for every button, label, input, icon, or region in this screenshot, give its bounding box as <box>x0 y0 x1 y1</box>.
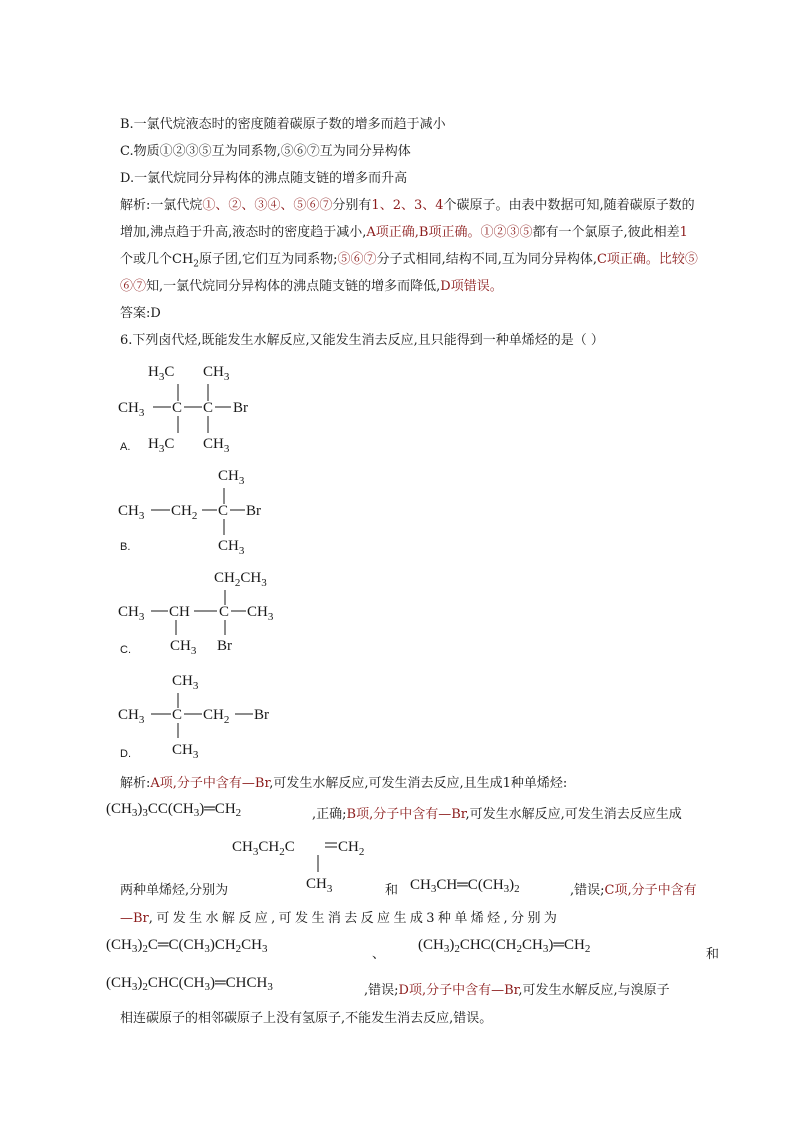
svg-text:Br: Br <box>233 400 248 416</box>
option-d-label: D. <box>120 748 131 760</box>
analysis2-line-3a: 两种单烯烃,分别为 <box>120 883 229 898</box>
svg-text:C: C <box>203 400 214 416</box>
analysis2-and-1: 和 <box>385 883 399 898</box>
svg-text:CH3: $CH_3$ <box>172 673 199 692</box>
analysis-line-1: 解析:一氯代烷①、②、③④、⑤⑥⑦分别有1、2、3、4个碳原子。由表中数据可知,随着碳原子数的 <box>120 198 695 213</box>
svg-text:H3C: $H_3C$ <box>148 436 175 453</box>
formula-c-alkene-2: $(CH_3)_2CHC(CH_2CH_3)═CH_2$ <box>418 937 591 955</box>
option-d-text: D.一氯代烷同分异构体的沸点随支链的增多而升高 <box>120 171 408 186</box>
question-6-text: 6.下列卤代烃,既能发生水解反应,又能发生消去反应,且只能得到一种单烯烃的是（ ） <box>120 333 604 348</box>
option-a-label: A. <box>120 441 131 453</box>
analysis2-sep: 、 <box>372 947 386 962</box>
svg-text:Br: Br <box>254 707 269 723</box>
svg-text:CH3: $CH_3$ <box>170 638 197 657</box>
svg-text:C: C <box>172 400 183 416</box>
option-c-text: C.物质①②③⑤互为同系物,⑤⑥⑦互为同分异构体 <box>120 144 411 159</box>
option-c-label: C. <box>120 644 131 656</box>
formula-b-alkene-1 <box>232 834 382 894</box>
formula-c-alkene-3: $(CH_3)_2CHC(CH_3)═CHCH_3$ <box>106 975 273 993</box>
structure-b <box>118 462 278 557</box>
svg-text:CH3: $CH_3$ <box>203 364 230 383</box>
svg-text:CH2CH3: $CH_2CH_3$ <box>214 570 267 589</box>
formula-c-alkene-1: $(CH_3)_2C═C(CH_3)CH_2CH_3$ <box>106 937 268 955</box>
svg-text:C: C <box>218 503 229 519</box>
formula-b-alkene-2: $CH_3CH═C(CH_3)_2$ <box>410 877 520 895</box>
structure-c <box>118 565 298 660</box>
svg-text:CH3: $CH_3$ <box>118 400 145 419</box>
svg-text:Br: Br <box>217 638 232 654</box>
analysis-line-3: 个或几个$CH_2$原子团,它们互为同系物;⑤⑥⑦分子式相同,结构不同,互为同分异构体,C项正确。比较⑤ <box>120 252 698 270</box>
formula-a-alkene: $(CH_3)_3CC(CH_3)═CH_2$ <box>106 801 242 819</box>
svg-text:CH3CH2C: $CH_3CH_2C$ <box>232 839 295 858</box>
analysis2-line-3b: ,错误;C项,分子中含有 <box>570 883 697 898</box>
svg-text:CH2: $CH_2$ <box>203 707 230 726</box>
svg-text:CH3: $CH_3$ <box>247 604 274 623</box>
svg-text:Br: Br <box>246 503 261 519</box>
svg-text:CH2: $CH_2$ <box>171 503 198 522</box>
svg-text:C: C <box>172 707 183 723</box>
structure-a <box>118 358 278 453</box>
option-b-text: B.一氯代烷液态时的密度随着碳原子数的增多而趋于减小 <box>120 117 446 132</box>
svg-text:C: C <box>219 604 230 620</box>
analysis2-line-6: ,错误;D项,分子中含有—Br,可发生水解反应,与溴原子 <box>364 983 670 998</box>
answer-text: 答案:D <box>120 306 161 321</box>
svg-text:H3C: $H_3C$ <box>148 364 175 383</box>
svg-text:CH3: $CH_3$ <box>118 503 145 522</box>
svg-text:CH3: $CH_3$ <box>218 468 245 487</box>
svg-text:CH3: $CH_3$ <box>203 436 230 453</box>
svg-text:CH3: $CH_3$ <box>118 604 145 623</box>
svg-text:CH3: $CH_3$ <box>118 707 145 726</box>
analysis-line-2: 增加,沸点趋于升高,液态时的密度趋于减小,A项正确,B项正确。①②③⑤都有一个氯原子,彼此相差1 <box>120 225 688 240</box>
svg-text:CH3: $CH_3$ <box>172 742 199 761</box>
analysis2-line-4: —Br,可发生水解反应,可发生消去反应生成3种单烯烃,分别为 <box>120 911 561 926</box>
analysis2-line-1: 解析:A项,分子中含有—Br,可发生水解反应,可发生消去反应,且生成1种单烯烃: <box>120 776 568 791</box>
analysis2-and-2: 和 <box>706 947 720 962</box>
option-b-label: B. <box>120 541 131 553</box>
structure-d <box>118 668 288 763</box>
svg-text:CH3: $CH_3$ <box>306 876 333 894</box>
svg-text:CH3: $CH_3$ <box>218 538 245 557</box>
analysis-line-4: ⑥⑦知,一氯代烷同分异构体的沸点随支链的增多而降低,D项错误。 <box>120 279 503 294</box>
svg-text:CH: CH <box>169 604 190 620</box>
svg-text:CH2: $CH_2$ <box>338 839 365 858</box>
analysis2-line-2: ,正确;B项,分子中含有—Br,可发生水解反应,可发生消去反应生成 <box>312 807 682 822</box>
analysis2-line-7: 相连碳原子的相邻碳原子上没有氢原子,不能发生消去反应,错误。 <box>120 1011 493 1026</box>
